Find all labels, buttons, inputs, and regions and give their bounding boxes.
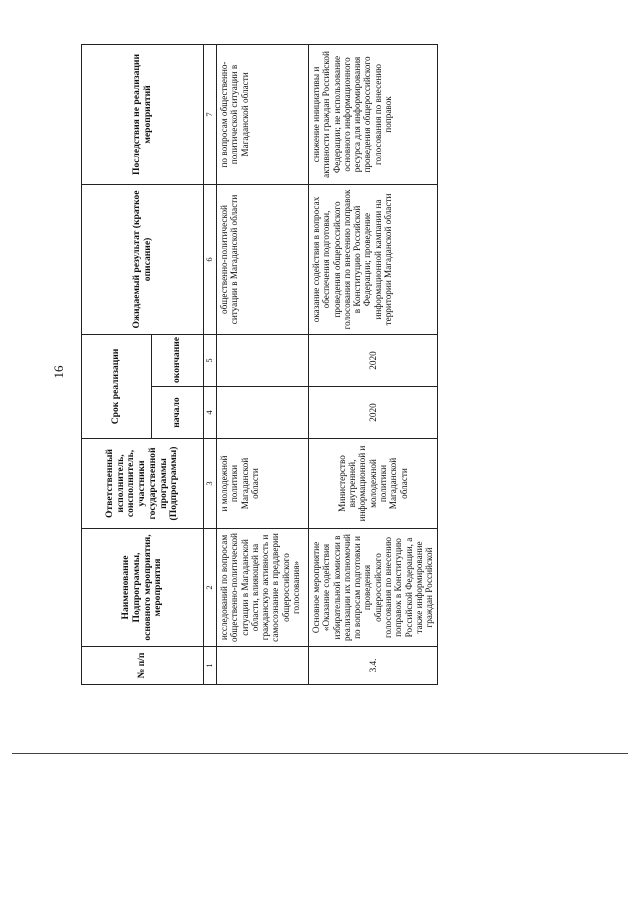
row-result: оказание содействия в вопросах обеспечения подготовки, проведения общероссийского голосования по внесению поправок в Конституцию Российской Федерации; проведение информационной кампании на территории Магаданской области	[309, 184, 438, 334]
row-name: Основное мероприятие «Оказание содействия избирательной комиссии в реализации их полномочий по вопросам подготовки и проведения общероссийского голосования по внесению поправок в Конституцию Российской Федерации, а также информирование граждан Российской	[309, 529, 438, 647]
header-start: начало	[152, 387, 204, 439]
row-consequence: снижение инициативы и активности граждан Российской Федерации; не использование основного информационного ресурса для информирования проведения общероссийского голосования по внесению поправок	[309, 44, 438, 184]
column-number: 4	[204, 387, 217, 439]
row-index	[217, 647, 309, 685]
column-number: 5	[204, 334, 217, 386]
column-number: 6	[204, 184, 217, 334]
header-end: окончание	[152, 334, 204, 386]
row-name: исследований по вопросам общественно-политической ситуации в Магаданской области, влияющей на гражданскую активность и самосознание в преддверии общероссийского голосования»	[217, 529, 309, 647]
row-start	[217, 387, 309, 439]
measures-table	[81, 44, 438, 685]
column-numbers-row	[204, 44, 217, 684]
row-end: 2020	[309, 334, 438, 386]
header-row	[82, 44, 152, 684]
rotated-table-container	[81, 45, 435, 685]
column-number: 1	[204, 647, 217, 685]
column-number: 2	[204, 529, 217, 647]
row-start: 2020	[309, 387, 438, 439]
row-end	[217, 334, 309, 386]
row-result: общественно-политической ситуации в Магаданской области	[217, 184, 309, 334]
page-number: 16	[51, 365, 66, 379]
table-row	[217, 44, 309, 684]
header-period: Срок реализации	[82, 334, 152, 438]
row-executor: и молодежной политики Магаданской области	[217, 439, 309, 529]
header-name: Наименование Подпрограммы, основного мероприятия, мероприятия	[82, 529, 204, 647]
row-consequence: по вопросам общественно-политической ситуации в Магаданской области	[217, 44, 309, 184]
table-landscape	[81, 45, 435, 685]
table-row	[309, 44, 438, 684]
column-number: 7	[204, 44, 217, 184]
row-executor: Министерство внутренней, информационной и молодежной политики Магаданской области	[309, 439, 438, 529]
header-number: № п/п	[82, 647, 204, 685]
row-index: 3.4.	[309, 647, 438, 685]
header-consequence: Последствия не реализации мероприятий	[82, 44, 204, 184]
header-result: Ожидаемый результат (краткое описание)	[82, 184, 204, 334]
column-number: 3	[204, 439, 217, 529]
horizontal-rule	[12, 753, 628, 754]
header-executor: Ответственный исполнитель, соисполнитель, участники государственной программы (Подпрограммы)	[82, 439, 204, 529]
